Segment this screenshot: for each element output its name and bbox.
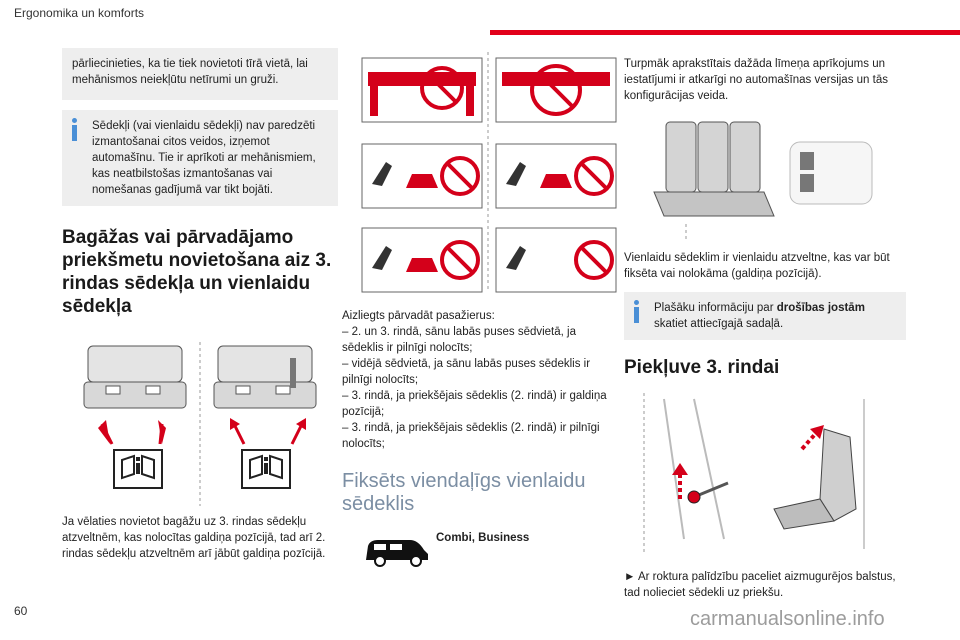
bench-seat-illustration (624, 112, 906, 242)
red-arrow-fold (802, 425, 824, 449)
no-passenger-pictogram (496, 58, 616, 122)
info-box-seats (62, 110, 338, 206)
page-number: 60 (14, 604, 28, 618)
rear-seat-left-drawing (84, 346, 186, 408)
bench-seat-drawing (654, 122, 774, 216)
forbidden-seat-pictogram (362, 228, 482, 292)
seatbelt-info-bold: drošības jostām (776, 302, 865, 314)
forbidden-seat-pictogram (496, 228, 616, 292)
version-combi: Combi (436, 532, 472, 544)
info-icon (632, 300, 642, 324)
folding-seat-drawing (774, 429, 856, 529)
column-1 (62, 48, 338, 562)
forbidden-seat-pictogram (362, 144, 482, 208)
watermark: carmanualsonline.info (690, 608, 885, 630)
prohibition-item: – 2. un 3. rindā, sānu labās puses sēdvietā, ja sēdeklis ir pilnīgi nolocīts; (342, 326, 576, 354)
seatbelt-info-b: skatiet attiecīgajā sadaļā. (654, 318, 784, 330)
van-topview-drawing (790, 142, 872, 204)
equipment-intro: Turpmāk aprakstītais dažāda līmeņa aprīkojums un iestatījumi ir atkarīgi no automašīnas versijas un tās konfigurācijas veida. (624, 58, 888, 102)
prohibition-item: – 3. rindā, ja priekšējais sēdeklis (2. rindā) ir pilnīgi nolocīts; (342, 422, 600, 450)
passenger-prohibition-illustrations (342, 48, 618, 294)
prohibition-item: – 3. rindā, ja priekšējais sēdeklis (2. rindā) ir galdiņa pozīcijā; (342, 390, 607, 418)
van-icon (362, 536, 432, 568)
info-box-seatbelts (624, 292, 906, 340)
prohibition-item: – vidējā sēdvietā, ja sānu labās puses sēdeklis ir pilnīgi nolocīts; (342, 358, 591, 386)
third-row-access-illustration (624, 389, 906, 559)
red-arrows (98, 418, 306, 444)
section-heading-fixed-bench: Fiksēts viendaļīgs vienlaidu sēdeklis (342, 470, 586, 515)
section-heading-luggage: Bagāžas vai pārvadājamo priekšmetu novietošana aiz 3. rindas sēdekļa un vienlaidu sēdekļa (62, 227, 332, 317)
info-icon (70, 118, 80, 142)
luggage-seat-illustration (62, 338, 338, 508)
note-box (62, 48, 338, 100)
version-sep: , (471, 532, 479, 544)
note-text: pārliecinieties, ka tie tiek novietoti tīrā vietā, lai mehānismos neiekļūtu netīrumi un gruži. (72, 58, 308, 86)
column-2 (342, 48, 618, 570)
info-text: Sēdekļi (vai vienlaidu sēdekļi) nav paredzēti izmantošanai citos veidos, izņemot automašīnu. Tie ir aprīkoti ar mehānismiem, kas neatbilstošas izmantošanas vai nomešanas gadījumā var tikt bojāti. (92, 120, 316, 196)
prohibition-intro: Aizliegts pārvadāt pasažierus: (342, 310, 495, 322)
column-3 (624, 48, 906, 601)
forbidden-seat-pictogram (496, 144, 616, 208)
seat-folded-table-pictogram (362, 58, 482, 122)
rear-seat-right-drawing (214, 346, 316, 408)
lever-handle (688, 483, 728, 503)
book-info-icon (242, 450, 290, 488)
version-business: Business (478, 532, 530, 544)
page-header-title: Ergonomika un komforts (14, 6, 145, 20)
seatbelt-info-a: Plašāku informāciju par (654, 302, 777, 314)
third-row-step: ► Ar roktura palīdzību paceliet aizmugurējos balstus, tad nolieciet sēdekli uz priekšu. (624, 571, 896, 599)
versions-row (342, 530, 618, 570)
book-info-icon (114, 450, 162, 488)
versions-label (436, 530, 529, 546)
section-heading-third-row: Piekļuve 3. rindai (624, 357, 780, 378)
header-accent-bar (490, 30, 960, 35)
bench-description: Vienlaidu sēdeklim ir vienlaidu atzveltne, kas var būt fiksēta vai nolokāma (galdiņa pozīcijā). (624, 252, 890, 280)
seatbelt-info-text (634, 300, 896, 332)
luggage-body-text: Ja vēlaties novietot bagāžu uz 3. rindas sēdekļu atzveltnēm, kas nolocītas galdiņa pozīcijā, tad arī 2. rindas sēdekļu atzveltnēm arī jābūt galdiņa pozīcijā. (62, 516, 326, 560)
